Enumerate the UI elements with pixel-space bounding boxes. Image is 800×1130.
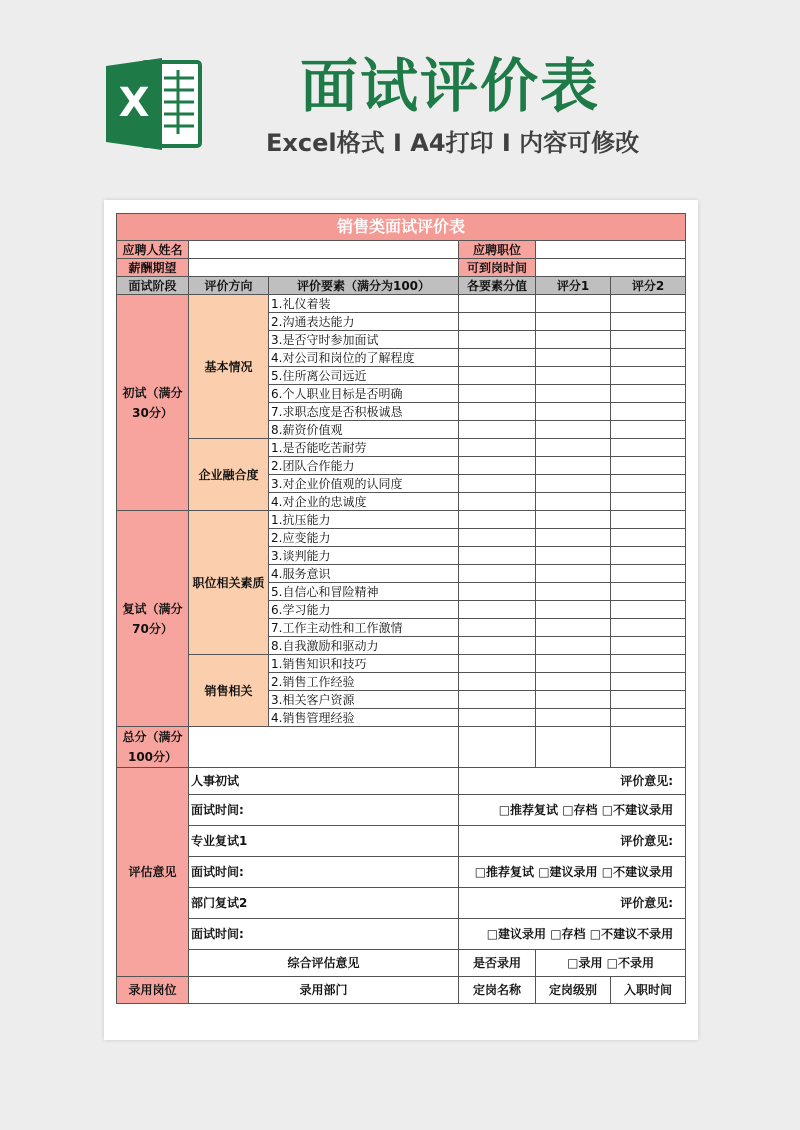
pro-time-label: 面试时间: bbox=[189, 857, 459, 888]
score-cell[interactable] bbox=[459, 439, 536, 457]
criteria-item: 1.礼仪着装 bbox=[269, 295, 459, 313]
score-cell[interactable] bbox=[536, 313, 611, 331]
score-cell[interactable] bbox=[459, 511, 536, 529]
salary-label: 薪酬期望 bbox=[117, 259, 189, 277]
score-cell[interactable] bbox=[536, 475, 611, 493]
score-cell[interactable] bbox=[611, 403, 686, 421]
column-header: 评价方向 bbox=[189, 277, 269, 295]
score-cell[interactable] bbox=[611, 583, 686, 601]
score-cell[interactable] bbox=[459, 583, 536, 601]
score-cell[interactable] bbox=[536, 691, 611, 709]
dept-options[interactable]: □建议录用 □存档 □不建议不录用 bbox=[459, 919, 686, 950]
page-title: 面试评价表 bbox=[299, 52, 600, 120]
score-cell[interactable] bbox=[459, 331, 536, 349]
score-cell[interactable] bbox=[459, 655, 536, 673]
score-cell[interactable] bbox=[536, 385, 611, 403]
score-cell[interactable] bbox=[459, 601, 536, 619]
hr-round-label: 人事初试 bbox=[189, 768, 459, 795]
score-cell[interactable] bbox=[459, 673, 536, 691]
score-cell[interactable] bbox=[536, 529, 611, 547]
score-cell[interactable] bbox=[611, 367, 686, 385]
hire-options[interactable]: □录用 □不录用 bbox=[536, 950, 686, 977]
score-cell[interactable] bbox=[611, 511, 686, 529]
score-cell[interactable] bbox=[459, 565, 536, 583]
score-cell[interactable] bbox=[611, 493, 686, 511]
score-cell[interactable] bbox=[459, 709, 536, 727]
hire-dept-label: 录用部门 bbox=[189, 977, 459, 1004]
score-cell[interactable] bbox=[536, 403, 611, 421]
total-field[interactable] bbox=[189, 727, 459, 768]
score-cell[interactable] bbox=[611, 475, 686, 493]
logo-letter: X bbox=[118, 80, 150, 126]
criteria-item: 4.服务意识 bbox=[269, 565, 459, 583]
hire-post-label: 录用岗位 bbox=[117, 977, 189, 1004]
criteria-item: 3.对企业价值观的认同度 bbox=[269, 475, 459, 493]
score-cell[interactable] bbox=[459, 349, 536, 367]
criteria-item: 1.是否能吃苦耐劳 bbox=[269, 439, 459, 457]
score-cell[interactable] bbox=[536, 349, 611, 367]
score-cell[interactable] bbox=[459, 367, 536, 385]
score-cell[interactable] bbox=[459, 493, 536, 511]
stage-initial-label: 初试（满分30分） bbox=[117, 295, 189, 511]
start-time-field[interactable] bbox=[536, 259, 686, 277]
score-cell[interactable] bbox=[611, 439, 686, 457]
criteria-item: 8.自我激励和驱动力 bbox=[269, 637, 459, 655]
start-time-label: 可到岗时间 bbox=[459, 259, 536, 277]
criteria-item: 3.相关客户资源 bbox=[269, 691, 459, 709]
score-cell[interactable] bbox=[536, 457, 611, 475]
score-cell[interactable] bbox=[536, 583, 611, 601]
category-fit: 企业融合度 bbox=[189, 439, 269, 511]
score-cell[interactable] bbox=[459, 727, 536, 768]
score-cell[interactable] bbox=[536, 637, 611, 655]
score-cell[interactable] bbox=[536, 673, 611, 691]
pro-round-label: 专业复试1 bbox=[189, 826, 459, 857]
score-cell[interactable] bbox=[536, 709, 611, 727]
dept-opinion-label: 评价意见: bbox=[459, 888, 686, 919]
post-level-label: 定岗级别 bbox=[536, 977, 611, 1004]
category-basic: 基本情况 bbox=[189, 295, 269, 439]
criteria-item: 4.销售管理经验 bbox=[269, 709, 459, 727]
stage-second-label: 复试（满分70分） bbox=[117, 511, 189, 727]
score-cell[interactable] bbox=[611, 529, 686, 547]
position-label: 应聘职位 bbox=[459, 241, 536, 259]
pro-opinion-label: 评价意见: bbox=[459, 826, 686, 857]
applicant-name-label: 应聘人姓名 bbox=[117, 241, 189, 259]
score-cell[interactable] bbox=[611, 421, 686, 439]
score-cell[interactable] bbox=[459, 547, 536, 565]
dept-round-label: 部门复试2 bbox=[189, 888, 459, 919]
criteria-item: 2.销售工作经验 bbox=[269, 673, 459, 691]
score-cell[interactable] bbox=[611, 457, 686, 475]
score-cell[interactable] bbox=[459, 529, 536, 547]
score-cell[interactable] bbox=[536, 511, 611, 529]
criteria-item: 6.学习能力 bbox=[269, 601, 459, 619]
score-cell[interactable] bbox=[536, 367, 611, 385]
score-cell[interactable] bbox=[611, 313, 686, 331]
criteria-item: 7.求职态度是否积极诚恳 bbox=[269, 403, 459, 421]
score-cell[interactable] bbox=[459, 403, 536, 421]
score-cell[interactable] bbox=[459, 619, 536, 637]
hr-options[interactable]: □推荐复试 □存档 □不建议录用 bbox=[459, 795, 686, 826]
score-cell[interactable] bbox=[536, 655, 611, 673]
score-cell[interactable] bbox=[611, 655, 686, 673]
score-cell[interactable] bbox=[611, 565, 686, 583]
score-cell[interactable] bbox=[611, 691, 686, 709]
score-cell[interactable] bbox=[611, 637, 686, 655]
excel-logo-icon bbox=[104, 56, 204, 152]
score-cell[interactable] bbox=[459, 421, 536, 439]
criteria-item: 5.自信心和冒险精神 bbox=[269, 583, 459, 601]
score-cell[interactable] bbox=[536, 295, 611, 313]
score-cell[interactable] bbox=[536, 601, 611, 619]
score-cell[interactable] bbox=[611, 295, 686, 313]
criteria-item: 3.是否守时参加面试 bbox=[269, 331, 459, 349]
column-header: 各要素分值 bbox=[459, 277, 536, 295]
score-cell[interactable] bbox=[536, 331, 611, 349]
criteria-item: 2.沟通表达能力 bbox=[269, 313, 459, 331]
category-sales: 销售相关 bbox=[189, 655, 269, 727]
evaluation-form-table bbox=[116, 213, 686, 1004]
score-cell[interactable] bbox=[536, 493, 611, 511]
criteria-item: 7.工作主动性和工作激情 bbox=[269, 619, 459, 637]
criteria-item: 4.对公司和岗位的了解程度 bbox=[269, 349, 459, 367]
score-cell[interactable] bbox=[536, 547, 611, 565]
score-cell[interactable] bbox=[536, 421, 611, 439]
column-header: 面试阶段 bbox=[117, 277, 189, 295]
score-cell[interactable] bbox=[459, 313, 536, 331]
criteria-item: 2.应变能力 bbox=[269, 529, 459, 547]
score-cell[interactable] bbox=[611, 619, 686, 637]
column-header: 评价要素（满分为100） bbox=[269, 277, 459, 295]
criteria-item: 1.销售知识和技巧 bbox=[269, 655, 459, 673]
join-time-label: 入职时间 bbox=[611, 977, 686, 1004]
page-subtitle: Excel格式 I A4打印 I 内容可修改 bbox=[266, 129, 640, 157]
score-cell[interactable] bbox=[536, 439, 611, 457]
dept-time-label: 面试时间: bbox=[189, 919, 459, 950]
score-cell[interactable] bbox=[536, 565, 611, 583]
salary-field[interactable] bbox=[189, 259, 459, 277]
column-header: 评分1 bbox=[536, 277, 611, 295]
score-cell[interactable] bbox=[459, 457, 536, 475]
criteria-item: 2.团队合作能力 bbox=[269, 457, 459, 475]
post-name-label: 定岗名称 bbox=[459, 977, 536, 1004]
criteria-item: 8.薪资价值观 bbox=[269, 421, 459, 439]
score-cell[interactable] bbox=[459, 385, 536, 403]
applicant-name-field[interactable] bbox=[189, 241, 459, 259]
score-cell[interactable] bbox=[459, 295, 536, 313]
hire-question: 是否录用 bbox=[459, 950, 536, 977]
score-cell[interactable] bbox=[611, 709, 686, 727]
score-cell[interactable] bbox=[536, 727, 611, 768]
score-cell[interactable] bbox=[611, 601, 686, 619]
criteria-item: 1.抗压能力 bbox=[269, 511, 459, 529]
criteria-item: 5.住所离公司远近 bbox=[269, 367, 459, 385]
criteria-item: 6.个人职业目标是否明确 bbox=[269, 385, 459, 403]
score-cell[interactable] bbox=[459, 637, 536, 655]
position-field[interactable] bbox=[536, 241, 686, 259]
pro-options[interactable]: □推荐复试 □建议录用 □不建议录用 bbox=[459, 857, 686, 888]
total-label: 总分（满分100分） bbox=[117, 727, 189, 768]
score-cell[interactable] bbox=[611, 673, 686, 691]
criteria-item: 4.对企业的忠诚度 bbox=[269, 493, 459, 511]
score-cell[interactable] bbox=[611, 349, 686, 367]
score-cell[interactable] bbox=[611, 331, 686, 349]
summary-label: 综合评估意见 bbox=[189, 950, 459, 977]
hr-time-label: 面试时间: bbox=[189, 795, 459, 826]
hr-opinion-label: 评价意见: bbox=[459, 768, 686, 795]
category-job-quality: 职位相关素质 bbox=[189, 511, 269, 655]
form-title: 销售类面试评价表 bbox=[117, 214, 686, 241]
column-header: 评分2 bbox=[611, 277, 686, 295]
score-cell[interactable] bbox=[611, 385, 686, 403]
score-cell[interactable] bbox=[611, 547, 686, 565]
criteria-item: 3.谈判能力 bbox=[269, 547, 459, 565]
score-cell[interactable] bbox=[611, 727, 686, 768]
score-cell[interactable] bbox=[459, 475, 536, 493]
evaluation-label: 评估意见 bbox=[117, 768, 189, 977]
score-cell[interactable] bbox=[536, 619, 611, 637]
score-cell[interactable] bbox=[459, 691, 536, 709]
